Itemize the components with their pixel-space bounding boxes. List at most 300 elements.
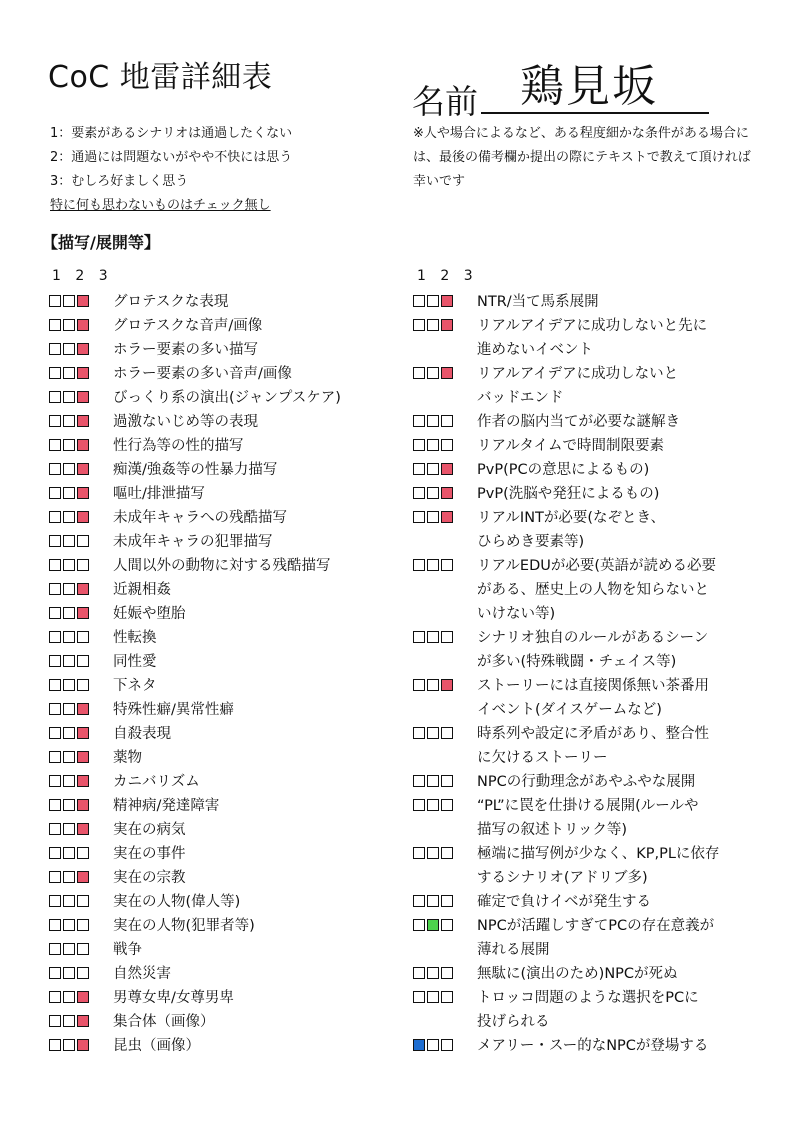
left-item [49, 842, 404, 866]
checkbox-1[interactable] [413, 511, 425, 523]
checkbox-3[interactable] [77, 463, 89, 475]
checkbox-3[interactable] [77, 391, 89, 403]
checkbox-3[interactable] [77, 1039, 89, 1051]
checkbox-1[interactable] [49, 487, 61, 499]
checkbox-3[interactable] [441, 847, 453, 859]
item-label-line: 妊娠や堕胎 [113, 606, 186, 622]
checkbox-3[interactable] [441, 895, 453, 907]
item-label [113, 530, 273, 554]
checkbox-2[interactable] [63, 367, 75, 379]
page-title: CoC 地雷詳細表 [48, 60, 273, 95]
item-label [477, 914, 714, 962]
item-label-line: 確定で負けイベが発生する [477, 894, 651, 910]
checkbox-1[interactable] [49, 1039, 61, 1051]
checkbox-1[interactable] [49, 415, 61, 427]
checkbox-2[interactable] [427, 799, 439, 811]
checkbox-group [49, 362, 99, 379]
checkbox-3[interactable] [441, 463, 453, 475]
right-item [413, 290, 758, 314]
checkbox-group [49, 338, 99, 355]
checkbox-2[interactable] [427, 559, 439, 571]
left-item [49, 698, 404, 722]
right-item [413, 314, 758, 362]
item-label [113, 290, 228, 314]
item-label-line: トロッコ問題のような選択をPCに [477, 990, 699, 1006]
checkbox-group [49, 914, 99, 931]
checkbox-1[interactable] [49, 631, 61, 643]
checkbox-2[interactable] [63, 535, 75, 547]
checkbox-1[interactable] [413, 463, 425, 475]
left-item [49, 794, 404, 818]
checkbox-1[interactable] [49, 367, 61, 379]
checkbox-1[interactable] [49, 343, 61, 355]
left-item [49, 650, 404, 674]
checkbox-2[interactable] [63, 943, 75, 955]
checkbox-1[interactable] [49, 823, 61, 835]
checkbox-1[interactable] [413, 319, 425, 331]
item-label-line: 集合体（画像） [113, 1014, 215, 1030]
checkbox-1[interactable] [49, 439, 61, 451]
item-label-line: 実在の宗教 [113, 870, 186, 886]
checkbox-3[interactable] [441, 967, 453, 979]
left-item [49, 578, 404, 602]
item-label-line: がある、歴史上の人物を知らないと [477, 582, 709, 598]
checkbox-group [413, 890, 463, 907]
right-item [413, 410, 758, 434]
item-label-line: リアルアイデアに成功しないと先に [477, 318, 708, 334]
checkbox-group [49, 698, 99, 715]
item-label [477, 290, 599, 314]
checkbox-2[interactable] [63, 415, 75, 427]
checkbox-1[interactable] [413, 847, 425, 859]
item-label-line: メアリー・スー的なNPCが登場する [477, 1038, 709, 1054]
checkbox-1[interactable] [413, 487, 425, 499]
checkbox-3[interactable] [77, 343, 89, 355]
checkbox-3[interactable] [77, 631, 89, 643]
item-label [477, 674, 709, 722]
item-label [113, 362, 292, 386]
checkbox-3[interactable] [77, 583, 89, 595]
item-label [477, 794, 698, 842]
item-label [113, 626, 157, 650]
item-label-line: バッドエンド [477, 390, 564, 406]
checkbox-2[interactable] [63, 295, 75, 307]
item-label-line: 戦争 [113, 942, 142, 958]
checkbox-3[interactable] [441, 799, 453, 811]
item-label-line: NPCの行動理念があやふやな展開 [477, 774, 696, 790]
item-label [477, 506, 665, 554]
checkbox-group [49, 986, 99, 1003]
checkbox-3[interactable] [441, 415, 453, 427]
checkbox-2[interactable] [427, 319, 439, 331]
checkbox-3[interactable] [441, 367, 453, 379]
item-label [113, 866, 186, 890]
checkbox-3[interactable] [441, 295, 453, 307]
checkbox-1[interactable] [49, 727, 61, 739]
checkbox-3[interactable] [77, 871, 89, 883]
checkbox-2[interactable] [427, 847, 439, 859]
right-item [413, 458, 758, 482]
checkbox-3[interactable] [77, 679, 89, 691]
checkbox-1[interactable] [49, 535, 61, 547]
item-label-line: 進めないイベント [477, 342, 593, 358]
checkbox-group [49, 794, 99, 811]
right-item [413, 362, 758, 410]
checkbox-group [49, 410, 99, 427]
left-item [49, 1010, 404, 1034]
right-item [413, 674, 758, 722]
checkbox-3[interactable] [77, 487, 89, 499]
checkbox-group [413, 722, 463, 739]
checkbox-3[interactable] [77, 799, 89, 811]
item-label [113, 674, 157, 698]
checkbox-1[interactable] [49, 847, 61, 859]
checkbox-1[interactable] [49, 1015, 61, 1027]
checkbox-group [413, 770, 463, 787]
checkbox-1[interactable] [49, 799, 61, 811]
item-label-line: グロテスクな表現 [113, 294, 229, 310]
checkbox-group [413, 626, 463, 643]
checkbox-group [413, 458, 463, 475]
item-label-line: 性転換 [113, 630, 157, 646]
checkbox-2[interactable] [427, 439, 439, 451]
item-label [477, 1034, 708, 1058]
item-label [113, 794, 219, 818]
item-label-line: 実在の事件 [113, 846, 186, 862]
checkbox-group [49, 602, 99, 619]
checkbox-2[interactable] [63, 583, 75, 595]
item-label-line: するシナリオ(アドリブ多) [477, 870, 648, 886]
item-label-line: 男尊女卑/女尊男卑 [113, 990, 234, 1006]
checkbox-2[interactable] [63, 895, 75, 907]
item-label-line: 極端に描写例が少なく、KP,PLに依存 [477, 846, 720, 862]
left-item [49, 1034, 404, 1058]
checkbox-group [49, 482, 99, 499]
checkbox-3[interactable] [77, 751, 89, 763]
checkbox-group [413, 482, 463, 499]
left-item [49, 602, 404, 626]
checkbox-2[interactable] [63, 343, 75, 355]
right-item [413, 506, 758, 554]
checkbox-1[interactable] [413, 799, 425, 811]
checkbox-1[interactable] [413, 775, 425, 787]
checkbox-3[interactable] [77, 847, 89, 859]
checkbox-3[interactable] [77, 655, 89, 667]
item-label [477, 314, 707, 362]
checkbox-1[interactable] [413, 967, 425, 979]
item-label [477, 722, 709, 770]
item-label-line: 自殺表現 [113, 726, 171, 742]
checkbox-1[interactable] [413, 559, 425, 571]
checkbox-2[interactable] [63, 655, 75, 667]
left-item [49, 314, 404, 338]
checkbox-group [49, 746, 99, 763]
item-label-line: 嘔吐/排泄描写 [113, 486, 205, 502]
left-item [49, 674, 404, 698]
legend-line-2: 2：通過には問題ないがやや不快には思う [50, 150, 293, 165]
checkbox-1[interactable] [413, 631, 425, 643]
checkbox-2[interactable] [63, 1015, 75, 1027]
checkbox-group [49, 650, 99, 667]
right-item [413, 554, 758, 626]
checkbox-group [413, 794, 463, 811]
item-label [477, 554, 716, 626]
checkbox-2[interactable] [63, 823, 75, 835]
checkbox-group [49, 866, 99, 883]
checkbox-1[interactable] [413, 679, 425, 691]
right-item [413, 914, 758, 962]
checkbox-group [49, 962, 99, 979]
checkbox-3[interactable] [77, 295, 89, 307]
checkbox-1[interactable] [49, 583, 61, 595]
checkbox-3[interactable] [77, 991, 89, 1003]
checkbox-3[interactable] [77, 727, 89, 739]
checkbox-2[interactable] [427, 967, 439, 979]
checkbox-group [49, 458, 99, 475]
item-label [113, 602, 186, 626]
checkbox-2[interactable] [63, 727, 75, 739]
checkbox-3[interactable] [77, 943, 89, 955]
checkbox-2[interactable] [427, 895, 439, 907]
checkbox-1[interactable] [49, 943, 61, 955]
checkbox-1[interactable] [49, 511, 61, 523]
checkbox-2[interactable] [427, 463, 439, 475]
item-label-line: 昆虫（画像） [113, 1038, 200, 1054]
checkbox-1[interactable] [413, 367, 425, 379]
item-label-line: 投げられる [477, 1014, 550, 1030]
checkbox-3[interactable] [77, 607, 89, 619]
item-label-line: 描写の叙述トリック等) [477, 822, 628, 838]
checkbox-2[interactable] [63, 991, 75, 1003]
checkbox-group [49, 626, 99, 643]
item-label [113, 506, 287, 530]
item-label-line: PvP(PCの意思によるもの) [477, 462, 650, 478]
checkbox-1[interactable] [49, 655, 61, 667]
checkbox-3[interactable] [77, 535, 89, 547]
checkbox-group [49, 1034, 99, 1051]
checkbox-3[interactable] [77, 823, 89, 835]
item-label [477, 362, 678, 410]
checkbox-2[interactable] [63, 391, 75, 403]
item-label-line: びっくり系の演出(ジャンプスケア) [113, 390, 341, 406]
checkbox-2[interactable] [63, 703, 75, 715]
checkbox-2[interactable] [63, 631, 75, 643]
legend-line-1: 1：要素があるシナリオは通過したくない [50, 126, 293, 141]
checkbox-2[interactable] [63, 439, 75, 451]
checkbox-1[interactable] [413, 895, 425, 907]
legend [50, 122, 292, 218]
checkbox-3[interactable] [441, 1039, 453, 1051]
checkbox-3[interactable] [77, 439, 89, 451]
item-label [113, 722, 171, 746]
checkbox-2[interactable] [63, 751, 75, 763]
checkbox-2[interactable] [427, 727, 439, 739]
checkbox-1[interactable] [413, 991, 425, 1003]
checkbox-2[interactable] [63, 799, 75, 811]
checkbox-2[interactable] [63, 1039, 75, 1051]
right-item [413, 770, 758, 794]
item-label [113, 386, 341, 410]
checkbox-1[interactable] [413, 295, 425, 307]
checkbox-3[interactable] [77, 319, 89, 331]
checkbox-1[interactable] [49, 319, 61, 331]
checkbox-2[interactable] [63, 607, 75, 619]
left-item [49, 818, 404, 842]
checkbox-1[interactable] [413, 919, 425, 931]
item-label-line: ホラー要素の多い音声/画像 [113, 366, 292, 382]
right-item [413, 482, 758, 506]
checkbox-2[interactable] [63, 967, 75, 979]
checkbox-3[interactable] [441, 319, 453, 331]
checkbox-2[interactable] [63, 775, 75, 787]
item-label [113, 1010, 215, 1034]
checkbox-3[interactable] [441, 439, 453, 451]
checkbox-3[interactable] [441, 511, 453, 523]
checkbox-2[interactable] [427, 295, 439, 307]
checkbox-1[interactable] [49, 679, 61, 691]
left-item [49, 938, 404, 962]
item-label-line: 痴漢/強姦等の性暴力描写 [113, 462, 278, 478]
checkbox-2[interactable] [63, 511, 75, 523]
checkbox-3[interactable] [441, 991, 453, 1003]
checkbox-group [413, 986, 463, 1003]
item-label-line: が多い(特殊戦闘・チェイス等) [477, 654, 677, 670]
checkbox-2[interactable] [427, 631, 439, 643]
checkbox-1[interactable] [49, 775, 61, 787]
checkbox-3[interactable] [77, 415, 89, 427]
right-item [413, 434, 758, 458]
checkbox-3[interactable] [77, 919, 89, 931]
item-label-line: 性行為等の性的描写 [113, 438, 244, 454]
left-item [49, 482, 404, 506]
checkbox-1[interactable] [49, 919, 61, 931]
checkbox-group [49, 290, 99, 307]
checkbox-3[interactable] [441, 679, 453, 691]
checkbox-1[interactable] [49, 463, 61, 475]
item-label [477, 770, 695, 794]
checkbox-2[interactable] [427, 679, 439, 691]
item-label [113, 770, 200, 794]
checkbox-group [413, 962, 463, 979]
item-label [113, 458, 277, 482]
checkbox-2[interactable] [427, 367, 439, 379]
item-label-line: NTR/当て馬系展開 [477, 294, 599, 310]
left-item [49, 362, 404, 386]
item-label [113, 650, 157, 674]
checkbox-3[interactable] [441, 775, 453, 787]
checkbox-2[interactable] [63, 847, 75, 859]
checkbox-1[interactable] [49, 607, 61, 619]
checkbox-1[interactable] [49, 967, 61, 979]
checkbox-2[interactable] [63, 463, 75, 475]
checkbox-2[interactable] [427, 919, 439, 931]
checkbox-2[interactable] [63, 679, 75, 691]
checkbox-3[interactable] [77, 559, 89, 571]
checkbox-3[interactable] [441, 559, 453, 571]
checkbox-1[interactable] [49, 751, 61, 763]
checkbox-2[interactable] [427, 991, 439, 1003]
checkbox-1[interactable] [49, 391, 61, 403]
item-label-line: 薬物 [113, 750, 142, 766]
left-item [49, 410, 404, 434]
checkbox-group [413, 410, 463, 427]
checkbox-2[interactable] [63, 871, 75, 883]
checkbox-1[interactable] [49, 991, 61, 1003]
checkbox-group [49, 506, 99, 523]
checkbox-2[interactable] [63, 919, 75, 931]
item-label-line: ホラー要素の多い描写 [113, 342, 258, 358]
item-label-line: 精神病/発達障害 [113, 798, 220, 814]
checkbox-3[interactable] [77, 511, 89, 523]
checkbox-group [49, 530, 99, 547]
checkbox-3[interactable] [441, 727, 453, 739]
item-label [113, 842, 186, 866]
left-checklist [49, 290, 404, 1058]
checkbox-3[interactable] [77, 703, 89, 715]
checkbox-2[interactable] [63, 559, 75, 571]
checkbox-3[interactable] [77, 895, 89, 907]
item-label-line: “PL”に罠を仕掛ける展開(ルールや [477, 798, 699, 814]
legend-line-3: 3：むしろ好ましく思う [50, 174, 189, 189]
item-label-line: 無駄に(演出のため)NPCが死ぬ [477, 966, 678, 982]
checkbox-1[interactable] [49, 871, 61, 883]
right-item [413, 722, 758, 770]
checkbox-3[interactable] [77, 967, 89, 979]
checkbox-3[interactable] [77, 775, 89, 787]
item-label-line: 過激ないじめ等の表現 [113, 414, 258, 430]
checkbox-group [49, 554, 99, 571]
left-item [49, 866, 404, 890]
checkbox-1[interactable] [413, 727, 425, 739]
checkbox-1[interactable] [49, 703, 61, 715]
item-label [477, 890, 651, 914]
checkbox-2[interactable] [427, 415, 439, 427]
checkbox-1[interactable] [49, 895, 61, 907]
checkbox-3[interactable] [77, 1015, 89, 1027]
checkbox-1[interactable] [413, 415, 425, 427]
item-label-line: リアルタイムで時間制限要素 [477, 438, 665, 454]
checkbox-group [49, 890, 99, 907]
left-item [49, 338, 404, 362]
checkbox-3[interactable] [441, 919, 453, 931]
checkbox-2[interactable] [427, 1039, 439, 1051]
checkbox-2[interactable] [427, 487, 439, 499]
checkbox-2[interactable] [63, 487, 75, 499]
checkbox-1[interactable] [49, 559, 61, 571]
item-label [477, 962, 678, 986]
note: ※人や場合によるなど、ある程度細かな条件がある場合には、最後の備考欄か提出の際にテキストで教えて頂ければ幸いです [413, 126, 751, 189]
checkbox-2[interactable] [427, 775, 439, 787]
checkbox-1[interactable] [413, 1039, 425, 1051]
checkbox-group [49, 722, 99, 739]
item-label [477, 458, 649, 482]
item-label-line: 同性愛 [113, 654, 157, 670]
checkbox-group [413, 1034, 463, 1051]
checkbox-group [49, 842, 99, 859]
checkbox-3[interactable] [77, 367, 89, 379]
item-label [113, 914, 255, 938]
checkbox-2[interactable] [63, 319, 75, 331]
legend-line-4: 特に何も思わないものはチェック無し [50, 198, 271, 213]
name-underline [481, 112, 709, 114]
name-label: 名前 [412, 82, 478, 121]
checkbox-3[interactable] [441, 631, 453, 643]
checkbox-1[interactable] [413, 439, 425, 451]
checkbox-3[interactable] [441, 487, 453, 499]
left-item [49, 530, 404, 554]
checkbox-2[interactable] [427, 511, 439, 523]
checkbox-1[interactable] [49, 295, 61, 307]
